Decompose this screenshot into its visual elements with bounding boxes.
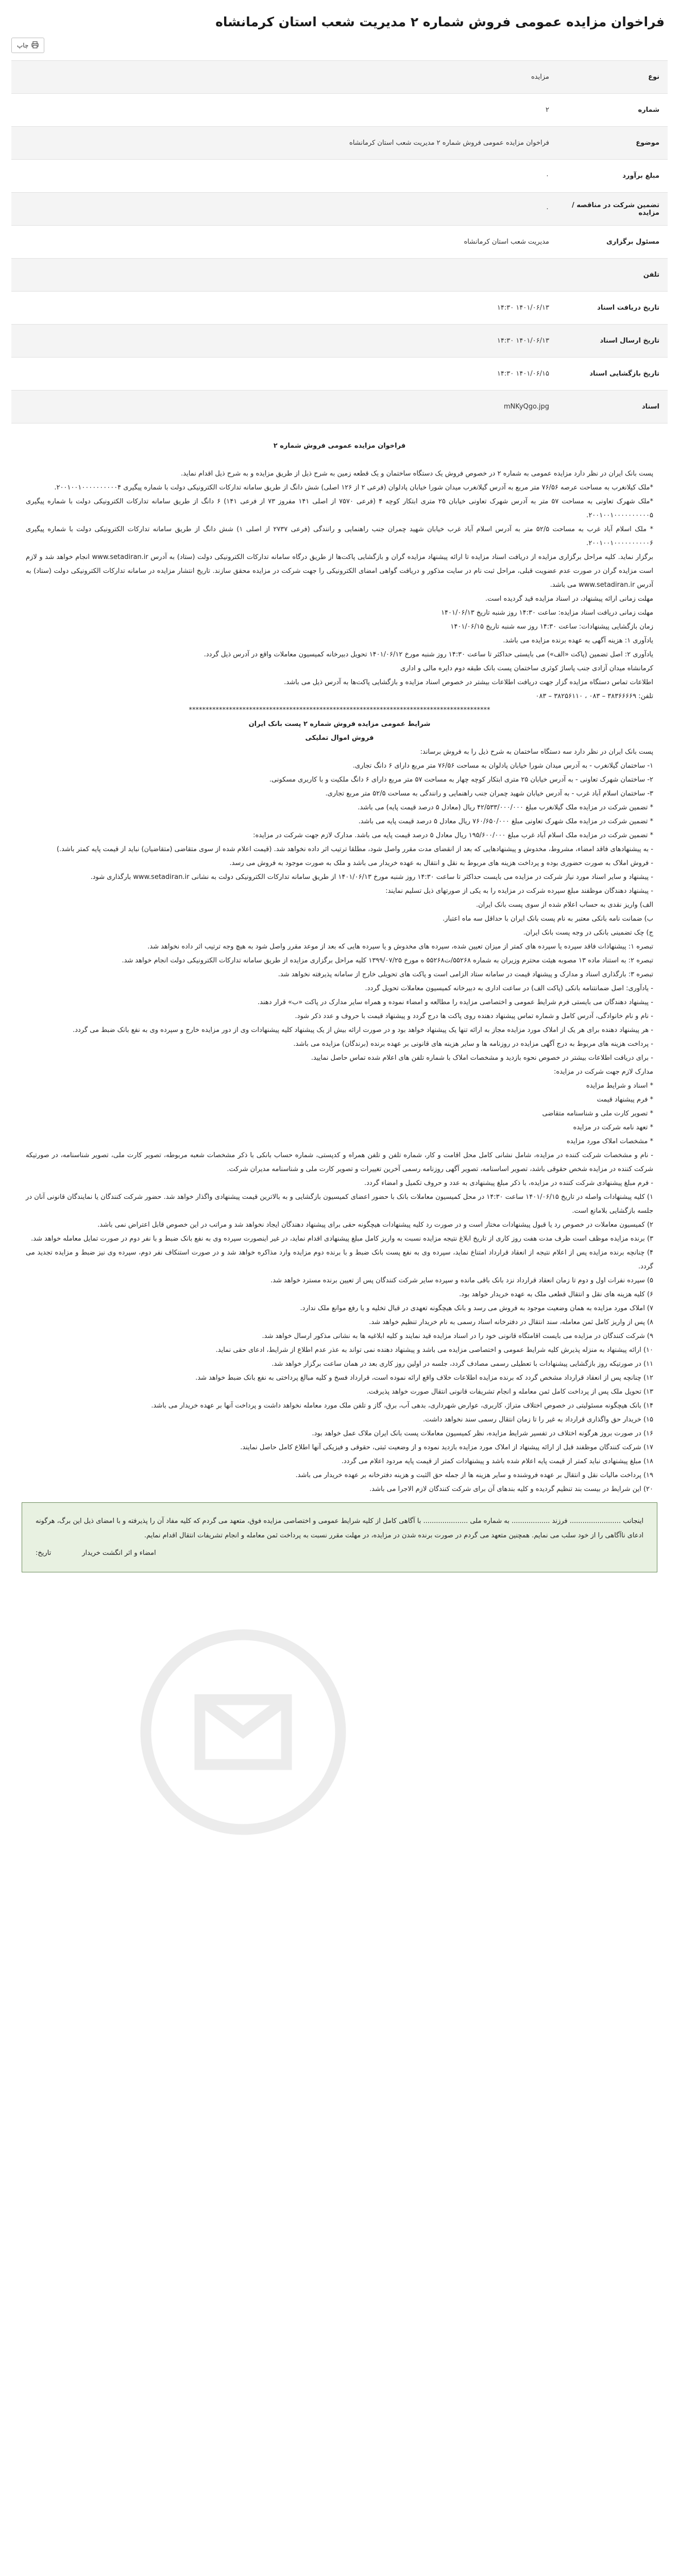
info-label: مسئول برگزاری — [559, 226, 668, 259]
condition-item: - پیشنهاد و سایر اسناد مورد نیاز شرکت در مزایده می بایست حداکثر تا ساعت ۱۴:۳۰ روز شنبه مورخ ۱۴۰۱/۰۶/۱۳ از طریق سامانه تدارکات الکترونیکی دولت به نشانی www.setadiran.ir بارگذاری شود. — [90, 873, 653, 881]
condition-item: * تعهد نامه شرکت در مزایده — [573, 1124, 653, 1131]
info-value: ۰ — [11, 193, 559, 226]
article-item: ۹) شرکت کنندگان در مزایده می بایست اقامتگاه قانونی خود را در اسناد مزایده قید نمایند و کلیه ابلاغیه ها به نشانی مذکور ارسال خواهد شد. — [262, 1332, 653, 1340]
condition-item: تبصره ۲: به استناد ماده ۱۳ مصوبه هیئت محترم وزیران به شماره ۵۵۲۶۸/ت۵۵۲۶۸ ه مورخ ۱۳۹۹/۰۷/۲۵ کلیه مراحل برگزاری مزایده از طریق سامانه تدارکات الکترونیکی دولت انجام خواهد شد. — [122, 957, 653, 964]
notice-body — [11, 423, 668, 1496]
condition-item: ج) چک تضمینی بانکی در وجه پست بانک ایران. — [523, 929, 653, 937]
article-item: ۴) چنانچه برنده مزایده پس از اعلام نتیجه از انعقاد قرارداد امتناع نماید، سپرده وی به نفع پست بانک ضبط و با برنده دوم مزایده وارد مذاکره خواهد شد و در صورت استنکاف نفر دوم، سپرده وی نیز ضبط و مزایده تجدید می گردد. — [26, 1249, 653, 1270]
condition-item: - هر پیشنهاد دهنده برای هر یک از املاک مورد مزایده مجاز به ارائه تنها یک پیشنهاد خواهد بود و در صورت ارائه بیش از یک پیشنهاد کلیه پیشنهادات وی از دور مزایده خارج و سپرده وی به نفع بانک ضبط می گردد. — [73, 1026, 653, 1034]
condition-item: الف) واریز نقدی به حساب اعلام شده از سوی پست بانک ایران. — [476, 901, 653, 909]
info-row — [11, 193, 668, 226]
info-label: مبلغ برآورد — [559, 160, 668, 193]
condition-item: * مشخصات املاک مورد مزایده — [566, 1138, 653, 1145]
article-item: ۶) کلیه هزینه های نقل و انتقال قطعی ملک به عهده خریدار خواهد بود. — [459, 1291, 653, 1298]
article-item: ۷) املاک مورد مزایده به همان وضعیت موجود به فروش می رسد و بانک هیچگونه تعهدی در قبال تخلیه و یا رفع موانع ملک ندارد. — [300, 1304, 653, 1312]
condition-item: تبصره ۳: بارگذاری اسناد و مدارک و پیشنهاد قیمت در سامانه ستاد الزامی است و پاکت های تحویلی خارج از سامانه پذیرفته نخواهد شد. — [278, 971, 653, 978]
article-item: ۱۴) بانک هیچگونه مسئولیتی در خصوص اختلاف متراژ، کاربری، عوارض شهرداری، بدهی آب، برق، گاز و تلفن ملک مورد معامله نخواهد داشت و پرداخت آنها بر عهده خریدار می باشد. — [151, 1402, 653, 1410]
info-row — [11, 226, 668, 259]
conditions-list — [26, 842, 653, 1190]
info-row — [11, 259, 668, 292]
condition-item: - پیشنهاد دهندگان موظفند مبلغ سپرده شرکت در مزایده را به یکی از صورتهای ذیل تسلیم نمایند: — [385, 887, 653, 895]
condition-item: ب) ضمانت نامه بانکی معتبر به نام پست بانک ایران با حداقل سه ماه اعتبار. — [443, 915, 653, 923]
separator-line: ****************************************************************************************** — [189, 706, 490, 714]
article-item: ۸) پس از واریز کامل ثمن معامله، سند انتقال در دفترخانه اسناد رسمی به نام خریدار تنظیم خواهد شد. — [369, 1318, 653, 1326]
pledge-signature: امضاء و اثر انگشت خریدار — [82, 1549, 156, 1557]
info-value — [11, 259, 559, 292]
article-item: ۳) برنده مزایده موظف است ظرف مدت هفت روز کاری از تاریخ ابلاغ نتیجه مزایده نسبت به واریز کامل مبلغ پیشنهادی اقدام نماید، در غیر اینصورت سپرده وی به نفع بانک ضبط و با نفر دوم در صورت تمایل معامله خواهد شد. — [31, 1235, 653, 1243]
notice-heading: فراخوان مزایده عمومی فروش شماره ۲ — [273, 442, 406, 450]
intro-paragraph: کرمانشاه میدان آزادی جنب پاساژ کوثری ساختمان پست بانک طبقه دوم دایره مالی و اداری — [400, 665, 653, 672]
info-label: تاریخ بازگشایی اسناد — [559, 358, 668, 391]
intro-paragraph: *ملک شهرک تعاونی به مساحت ۵۷ متر به آدرس شهرک تعاونی خیابان ۲۵ متری ابتکار کوچه ۴ (فرعی ۷۵۷۰ از اصلی ۱۴۱ مفروز ۷۳ از فرعی ۱۴۱) ۶ دانگ از طریق سامانه تدارکات الکترونیکی دولت با شماره پیگیری ۲۰۰۱۰۰۱۰۰۰۰۰۰۰۰۰۰۵. — [26, 498, 654, 519]
article-item: ۵) سپرده نفرات اول و دوم تا زمان انعقاد قرارداد نزد بانک باقی مانده و سپرده سایر شرکت کنندگان پس از تعیین برنده مسترد خواهد شد. — [270, 1277, 653, 1284]
intro-paragraph: زمان بازگشایی پیشنهادات: ساعت ۱۴:۳۰ روز سه شنبه تاریخ ۱۴۰۱/۰۶/۱۵ — [450, 623, 653, 631]
toolbar — [11, 38, 668, 60]
article-item: ۱۹) پرداخت مالیات نقل و انتقال بر عهده فروشنده و سایر هزینه ها از جمله حق الثبت و هزینه دفترخانه بر عهده خریدار می باشد. — [295, 1471, 653, 1479]
info-value: ۱۴۰۱/۰۶/۱۵ ۱۴:۳۰ — [11, 358, 559, 391]
condition-item: تبصره ۱: پیشنهادات فاقد سپرده یا سپرده های کمتر از میزان تعیین شده، سپرده های مخدوش و یا سپرده هایی که بعد از موعد مقرر واصل شود به هیچ وجه ترتیب اثر داده نخواهد شد. — [147, 943, 653, 951]
section2-items — [26, 759, 653, 842]
articles-list — [26, 1190, 653, 1496]
section2-item: * تضمین شرکت در مزایده ملک اسلام آباد غرب مبلغ ۱۹۵/۶۰۰/۰۰۰ ریال معادل ۵ درصد قیمت پایه می باشد. مدارک لازم جهت شرکت در مزایده: — [253, 832, 653, 839]
intro-paragraph: برگزار نماید. کلیه مراحل برگزاری مزایده از دریافت اسناد مزایده تا ارائه پیشنهاد مزایده گران و بازگشایی پاکت‌ها از طریق درگاه سامانه تدارکات الکترونیکی دولت (ستاد) به آدرس www.setadiran.ir انجام خواهد شد و لازم است مزایده گران در صورت عدم عضویت قبلی، مراحل ثبت نام در سایت مذکور و دریافت گواهی امضای الکترونیکی را جهت شرکت در مزایده محقق سازند. تاریخ انتشار مزایده در سامانه تدارکات الکترونیکی دولت (ستاد) به آدرس www.setadiran.ir می باشد. — [26, 553, 653, 589]
info-row — [11, 160, 668, 193]
info-row — [11, 391, 668, 423]
info-label: موضوع — [559, 127, 668, 160]
condition-item: - یادآوری: اصل ضمانتنامه بانکی (پاکت الف) در ساعت اداری به دبیرخانه کمیسیون معاملات تحویل گردد. — [365, 985, 653, 992]
section2-item: ۱- ساختمان گیلانغرب - به آدرس میدان شورا خیابان پادلوان به مساحت ۷۶/۵۶ متر مربع دارای ۶ دانگ تجاری. — [352, 762, 653, 770]
condition-item: - فروش املاک به صورت حضوری بوده و پرداخت هزینه های مربوط به نقل و انتقال به عهده خریدار می باشد و ملک به صورت موجود به فروش می رسد. — [229, 859, 653, 867]
condition-item: - پرداخت هزینه های مربوط به درج آگهی مزایده در روزنامه ها و سایر هزینه های قانونی بر عهده برنده (برندگان) مزایده می باشد. — [293, 1040, 653, 1048]
print-icon — [31, 41, 39, 50]
condition-item: - فرم مبلغ پیشنهادی شرکت کننده در مزایده، با ذکر مبلغ پیشنهادی به عدد و حروف تکمیل و امضاء گردد. — [364, 1179, 653, 1187]
section2-subheading: فروش اموال تملیکی — [305, 734, 374, 742]
print-button[interactable] — [11, 38, 44, 53]
article-item: ۱۵) خریدار حق واگذاری قرارداد به غیر را تا زمان انتقال رسمی سند نخواهد داشت. — [423, 1416, 653, 1423]
intro-paragraph: مهلت زمانی دریافت اسناد مزایده: ساعت ۱۴:۳۰ روز شنبه تاریخ ۱۴۰۱/۰۶/۱۳ — [441, 609, 653, 617]
section2-item: * تضمین شرکت در مزایده ملک گیلانغرب مبلغ ۴۲/۵۳۳/۰۰۰/۰۰۰ ریال (معادل ۵ درصد قیمت پایه) می باشد. — [358, 804, 653, 811]
intro-paragraph: تلفن: ۳۸۳۶۶۶۶۹ – ۰۸۳ ، ۳۸۲۵۶۱۱۰ – ۰۸۳ — [535, 692, 653, 700]
intro-paragraphs — [26, 467, 653, 703]
info-row — [11, 61, 668, 94]
info-label: اسناد — [559, 391, 668, 423]
info-row — [11, 292, 668, 325]
info-table — [11, 60, 668, 423]
condition-item: مدارک لازم جهت شرکت در مزایده: — [554, 1068, 653, 1076]
info-label: تاریخ ارسال اسناد — [559, 325, 668, 358]
info-value: فراخوان مزایده عمومی فروش شماره ۲ مدیریت شعب استان کرمانشاه — [11, 127, 559, 160]
info-label: تضمین شرکت در مناقصه / مزایده — [559, 193, 668, 226]
section2-intro: پست بانک ایران در نظر دارد سه دستگاه ساختمان به شرح ذیل را به فروش برساند: — [420, 748, 653, 756]
section2-item: ۲- ساختمان شهرک تعاونی - به آدرس خیابان ۲۵ متری ابتکار کوچه چهار به مساحت ۵۷ متر مربع دارای ۶ دانگ ملکیت و با کاربری مسکونی. — [269, 776, 653, 784]
pledge-text: اینجانب ........................ فرزند .................. به شماره ملی ..................... با آگاهی کامل از کلیه شرایط عمومی و اختصاصی مزایده فوق، متعهد می گردم که کلیه مفاد آن را پذیرفته و با امضای ذیل این برگ، هرگونه ادعای ناآگاهی را از خود سلب می نمایم. همچنین متعهد می گردم در صورت برنده شدن در مزایده، در مهلت مقرر نسبت به پرداخت ثمن معامله و انجام تشریفات انتقال اقدام نمایم. — [36, 1517, 643, 1539]
info-value[interactable]: mNKyQgo.jpg — [11, 391, 559, 423]
article-item: ۲) کمیسیون معاملات در خصوص رد یا قبول پیشنهادات مختار است و در صورت رد کلیه پیشنهادات هیچگونه حقی برای پیشنهاد دهندگان ایجاد نخواهد شد و مراتب در این خصوص قابل اعتراض نمی باشد. — [97, 1221, 653, 1229]
info-value: ۱۴۰۱/۰۶/۱۳ ۱۴:۳۰ — [11, 292, 559, 325]
condition-item: - نام و مشخصات شرکت کننده در مزایده، شامل نشانی کامل محل اقامت و کار، شماره تلفن و تلفن همراه و کدپستی، شماره حساب بانکی با ذکر مشخصات شعبه مربوطه، تصویر کارت ملی، تصویر شناسنامه، در صورتیکه شرکت کننده در مزایده شخص حقوقی باشد، تصویر اساسنامه، تصویر آگهی روزنامه رسمی آخرین تغییرات و تصویر کارت ملی و شناسنامه مدیران شرکت. — [26, 1151, 653, 1173]
intro-paragraph: مهلت زمانی ارائه پیشنهاد، در اسناد مزایده قید گردیده است. — [485, 595, 653, 603]
condition-item: * فرم پیشنهاد قیمت — [597, 1096, 653, 1104]
condition-item: * اسناد و شرایط مزایده — [586, 1082, 653, 1090]
info-row — [11, 94, 668, 127]
info-label: شماره — [559, 94, 668, 127]
section2-item: ۳- ساختمان اسلام آباد غرب - به آدرس خیابان شهید چمران جنب راهنمایی و رانندگی به مساحت ۵۲/۵ متر مربع تجاری. — [325, 790, 653, 798]
intro-paragraph: یادآوری ۱: هزینه آگهی به عهده برنده مزایده می باشد. — [503, 637, 653, 645]
intro-paragraph: * ملک اسلام آباد غرب به مساحت ۵۲/۵ متر به آدرس اسلام آباد غرب خیابان شهید چمران جنب راهنمایی و رانندگی (فرعی ۲۷۳۷ از اصلی ۱) شش دانگ از طریق سامانه تدارکات الکترونیکی دولت با شماره پیگیری ۲۰۰۱۰۰۱۰۰۰۰۰۰۰۰۰۰۶. — [26, 526, 653, 547]
intro-paragraph: اطلاعات تماس دستگاه مزایده گزار جهت دریافت اطلاعات بیشتر در خصوص اسناد مزایده و بازگشایی پاکت‌ها به آدرس ذیل می باشد. — [284, 679, 653, 686]
pledge-date: تاریخ: — [36, 1549, 52, 1557]
print-button-label: چاپ — [17, 42, 29, 49]
section2-heading: شرایط عمومی مزایده فروش شماره ۲ پست بانک ایران — [248, 720, 431, 728]
condition-item: - پیشنهاد دهندگان می بایستی فرم شرایط عمومی و اختصاصی مزایده را مطالعه و امضاء نموده و همراه سایر مدارک در پاکت «ب» قرار دهند. — [257, 998, 653, 1006]
article-item: ۱۷) شرکت کنندگان موظفند قبل از ارائه پیشنهاد از املاک مورد مزایده بازدید نموده و از وضعیت ثبتی، حقوقی و فیزیکی آنها اطلاع کامل حاصل نمایند. — [240, 1444, 653, 1451]
info-label: تلفن — [559, 259, 668, 292]
article-item: ۱۶) در صورت بروز هرگونه اختلاف در تفسیر شرایط مزایده، نظر کمیسیون معاملات پست بانک ایران ملاک عمل خواهد بود. — [312, 1430, 653, 1437]
article-item: ۱۲) چنانچه پس از انعقاد قرارداد مشخص گردد که برنده مزایده اطلاعات خلاف واقع ارائه نموده است، قرارداد فسخ و کلیه مبالغ پرداختی به نفع بانک ضبط خواهد شد. — [195, 1374, 653, 1382]
intro-paragraph: یادآوری ۲: اصل تضمین (پاکت «الف») می بایستی حداکثر تا ساعت ۱۴:۳۰ روز شنبه مورخ ۱۴۰۱/۰۶/۱۲ تحویل دبیرخانه کمیسیون معاملات واقع در آدرس ذیل گردد. — [203, 651, 653, 658]
section2-item: * تضمین شرکت در مزایده ملک شهرک تعاونی مبلغ ۷۶۰/۶۵۰/۰۰۰ ریال معادل ۵ درصد قیمت پایه می باشد. — [358, 818, 653, 825]
article-item: ۱۳) تحویل ملک پس از پرداخت کامل ثمن معامله و انجام تشریفات قانونی انتقال صورت خواهد پذیرفت. — [366, 1388, 653, 1396]
info-value: مدیریت شعب استان کرمانشاه — [11, 226, 559, 259]
info-row — [11, 358, 668, 391]
condition-item: - نام و نام خانوادگی، آدرس کامل و شماره تماس پیشنهاد دهنده روی پاکت ها درج گردد و پیشنهاد قیمت با حروف و عدد ذکر شود. — [295, 1012, 653, 1020]
intro-paragraph: پست بانک ایران در نظر دارد مزایده عمومی به شماره ۲ در خصوص فروش یک دستگاه ساختمان و یک قطعه زمین به شرح ذیل از طریق مزایده و به شرح ذیل اقدام نماید. — [181, 470, 653, 478]
pledge-box — [22, 1502, 657, 1572]
article-item: ۱۸) مبلغ پیشنهادی نباید کمتر از قیمت پایه اعلام شده باشد و پیشنهادات کمتر از قیمت پایه مردود اعلام می گردد. — [341, 1458, 653, 1465]
condition-item: - به پیشنهادهای فاقد امضاء، مشروط، مخدوش و پیشنهادهایی که بعد از انقضای مدت مقرر واصل شود، مطلقا ترتیب اثر داده نخواهد شد. (قیمت اعلام شده از سوی متقاضی (متقاضیان) نباید از قیمت پایه کمتر باشد.) — [56, 845, 653, 853]
info-value: ۲ — [11, 94, 559, 127]
article-item: ۲۰) این شرایط در بیست بند تنظیم گردیده و کلیه بندهای آن برای شرکت کنندگان لازم الاجرا می باشد. — [369, 1485, 653, 1493]
article-item: ۱) کلیه پیشنهادات واصله در تاریخ ۱۴۰۱/۰۶/۱۵ ساعت ۱۴:۳۰ در محل کمیسیون معاملات بانک با حضور اعضای کمیسیون بازگشایی و به بالاترین قیمت پیشنهادی واگذار خواهد شد. حضور شرکت کنندگان یا نمایندگان قانونی آنان در جلسه بازگشایی بلامانع است. — [26, 1193, 653, 1215]
watermark-logo — [135, 1624, 351, 1840]
info-value: ۱۴۰۱/۰۶/۱۳ ۱۴:۳۰ — [11, 325, 559, 358]
condition-item: * تصویر کارت ملی و شناسنامه متقاضی — [542, 1110, 653, 1117]
article-item: ۱۰) ارائه پیشنهاد به منزله پذیرش کلیه شرایط عمومی و اختصاصی مزایده می باشد و پیشنهاد دهنده نمی تواند به عذر عدم اطلاع از شرایط، ادعای حقی نماید. — [215, 1346, 653, 1354]
condition-item: - برای دریافت اطلاعات بیشتر در خصوص نحوه بازدید و مشخصات املاک با شماره تلفن های اعلام شده تماس حاصل نمایید. — [311, 1054, 653, 1062]
article-item: ۱۱) در صورتیکه روز بازگشایی پیشنهادات با تعطیلی رسمی مصادف گردد، جلسه در اولین روز کاری بعد در همان ساعت برگزار خواهد شد. — [271, 1360, 653, 1368]
intro-paragraph: *ملک کیلانغرب به مساحت عرصه ۷۶/۵۶ متر مربع به آدرس گیلانغرب میدان شورا خیابان پادلوان (فرعی ۲ از ۱۲۶ اصلی) شش دانگ از طریق سامانه تدارکات الکترونیکی دولت با شماره پیگیری ۲۰۰۱۰۰۱۰۰۰۰۰۰۰۰۰۰۴. — [54, 484, 653, 492]
info-label: تاریخ دریافت اسناد — [559, 292, 668, 325]
info-value: مزایده — [11, 61, 559, 94]
info-label: نوع — [559, 61, 668, 94]
info-row — [11, 325, 668, 358]
info-value: ۰ — [11, 160, 559, 193]
page-title: فراخوان مزایده عمومی فروش شماره ۲ مدیریت شعب استان کرمانشاه — [215, 14, 665, 29]
info-row — [11, 127, 668, 160]
